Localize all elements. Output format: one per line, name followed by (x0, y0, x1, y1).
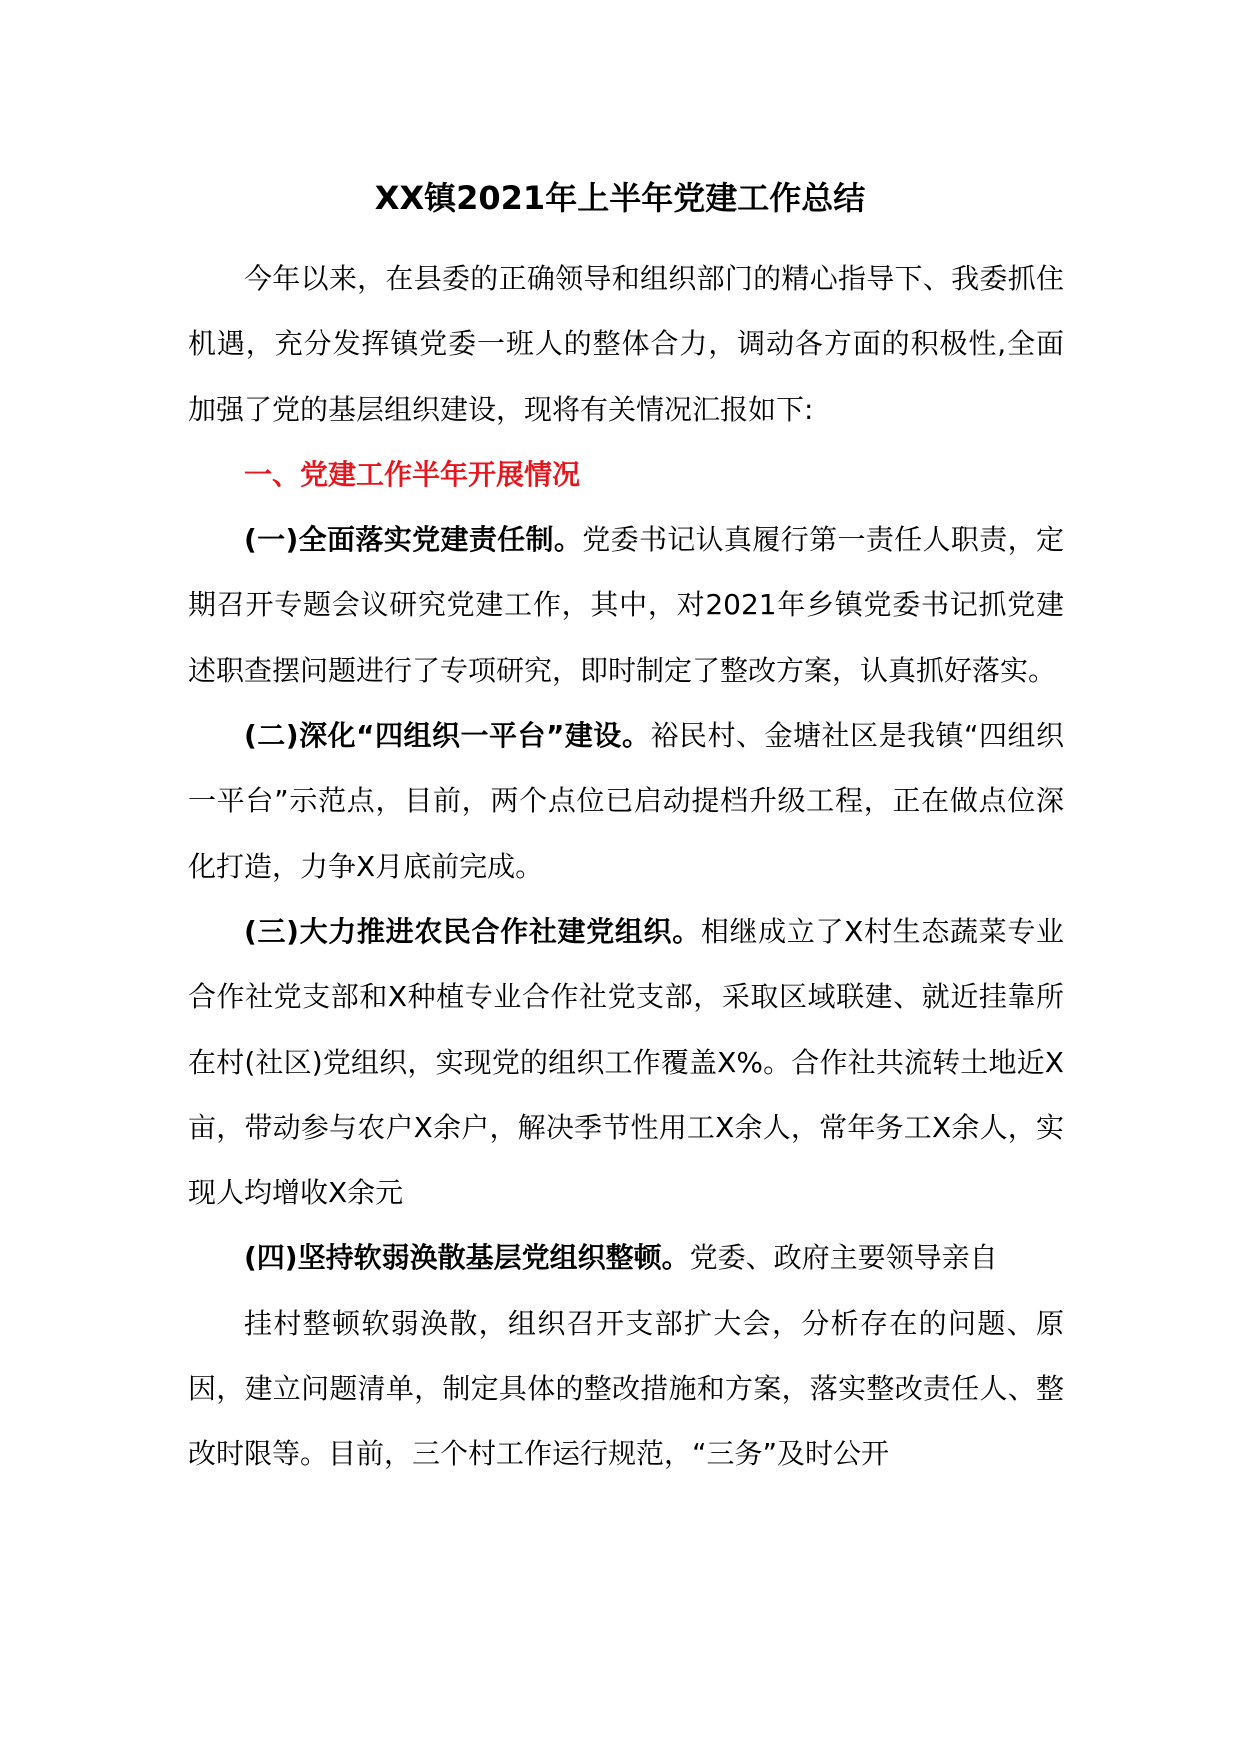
item-paragraph-2 (188, 703, 1064, 899)
section-heading: 一、党建工作半年开展情况 (244, 457, 581, 491)
document-title: XX镇2021年上半年党建工作总结 (374, 179, 866, 217)
item-lead-2: (二)深化“四组织一平台”建设。 (244, 719, 651, 753)
item-body-4: 党委、政府主要领导亲自 (689, 1241, 998, 1275)
item-body-1: 党委书记认真履行第一责任人职责，定期召开专题会议研究党建工作，其中，对2021年乡镇党委书记抓党建述职查摆问题进行了专项研究，即时制定了整改方案，认真抓好落实。 (188, 523, 1064, 687)
item-lead-3: (三)大力推进农民合作社建党组织。 (244, 914, 701, 948)
intro-paragraph: 今年以来，在县委的正确领导和组织部门的精心指导下、我委抓住机遇，充分发挥镇党委一班人的整体合力，调动各方面的积极性,全面加强了党的基层组织建设，现将有关情况汇报如下: (188, 262, 1064, 426)
item-paragraph-4 (188, 1225, 1064, 1290)
item-paragraph-3 (188, 899, 1064, 1225)
item-paragraph-1 (188, 507, 1064, 703)
continuation-paragraph: 挂村整顿软弱涣散，组织召开支部扩大会，分析存在的问题、原因，建立问题清单，制定具体的整改措施和方案，落实整改责任人、整改时限等。目前，三个村工作运行规范，“三务”及时公开 (188, 1306, 1064, 1471)
item-body-2: 裕民村、金塘社区是我镇“四组织一平台”示范点，目前，两个点位已启动提档升级工程，正在做点位深化打造，力争X月底前完成。 (188, 719, 1064, 883)
item-body-3: 相继成立了X村生态蔬菜专业合作社党支部和X种植专业合作社党支部，采取区域联建、就近挂靠所在村(社区)党组织，实现党的组织工作覆盖X%。合作社共流转土地近X亩，带动参与农户X余户，解决季节性用工X余人，常年务工X余人，实现人均增收X余元 (188, 914, 1064, 1210)
document-body (188, 246, 1064, 1487)
item-lead-4: (四)坚持软弱涣散基层党组织整顿。 (244, 1241, 690, 1275)
item-lead-1: (一)全面落实党建责任制。 (244, 523, 583, 557)
